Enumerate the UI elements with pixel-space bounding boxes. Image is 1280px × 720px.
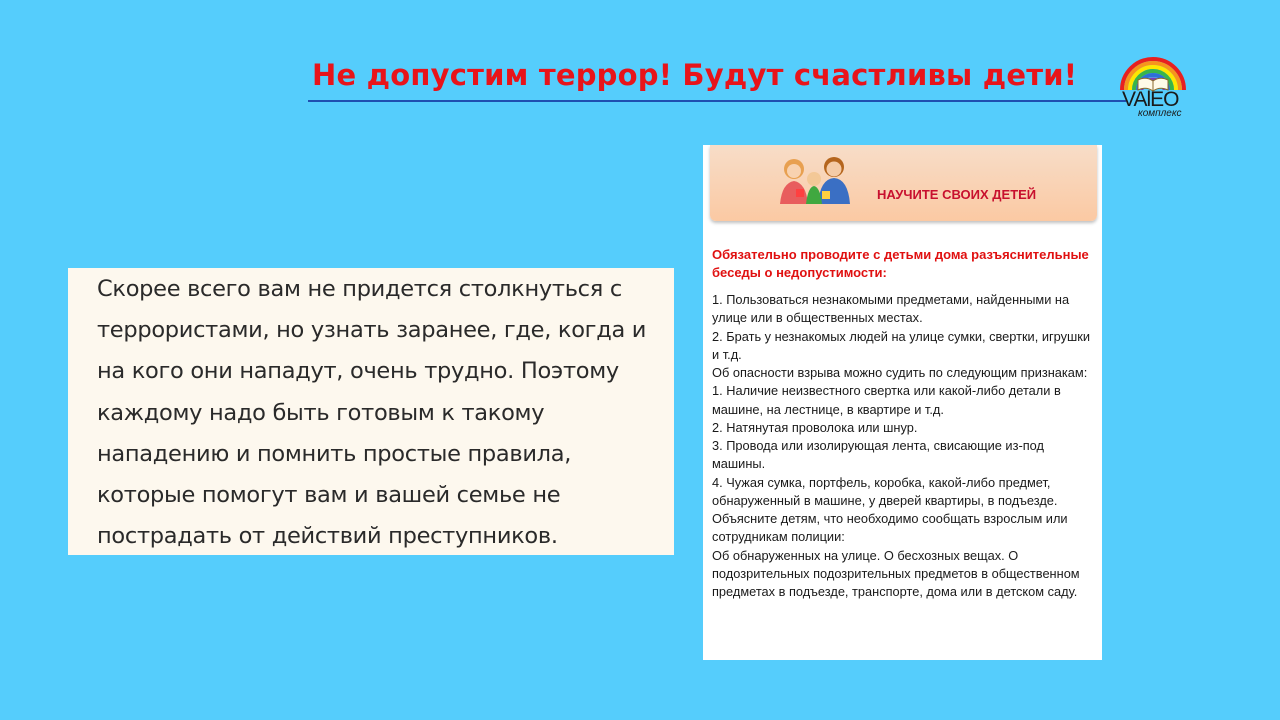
list-item: 1. Пользоваться незнакомыми предметами, найденными на улице или в общественных местах. — [712, 292, 1070, 326]
card-heading: Обязательно проводите с детьми дома разъяснительные беседы о недопустимости: — [712, 247, 1089, 280]
list-item: Об опасности взрыва можно судить по следующим признакам: — [712, 365, 1088, 380]
logo-subtitle: комплекс — [1138, 108, 1182, 119]
rules-banner — [710, 145, 1097, 221]
title-underline — [308, 100, 1126, 102]
rules-card — [703, 145, 1102, 660]
intro-panel — [68, 268, 674, 555]
list-item: 2. Брать у незнакомых людей на улице сумки, свертки, игрушки и т.д. — [712, 328, 1091, 362]
list-item: 4. Чужая сумка, портфель, коробка, какой-либо предмет, обнаруженный в машине, у дверей квартиры, в подъезде. — [712, 474, 1058, 508]
banner-title: НАУЧИТЕ СВОИХ ДЕТЕЙ — [877, 187, 1037, 202]
list-item: Объясните детям, что необходимо сообщать взрослым или сотрудникам полиции: — [712, 511, 1068, 545]
list-item: 2. Натянутая проволока или шнур. — [712, 419, 918, 435]
list-item: Об обнаруженных на улице. О бесхозных вещах. О подозрительных подозрительных предметов в общественном предметах в подъезде, транспорте, дома или в детском саду. — [712, 547, 1080, 599]
list-item: 3. Провода или изолирующая лента, свисающие из-под машины. — [712, 438, 1044, 472]
slide-title: Не допустим террор! Будут счастливы дети! — [312, 58, 1078, 92]
family-illustration-icon — [772, 149, 882, 207]
logo-wordmark: VAlЕО — [1122, 88, 1179, 111]
valeo-logo — [1116, 50, 1190, 122]
list-item: 1. Наличие неизвестного свертка или какой-либо детали в машине, на лестнице, в квартире и т.д. — [712, 383, 1061, 417]
intro-paragraph: Скорее всего вам не придется столкнуться с террористами, но узнать заранее, где, когда и на кого они нападут, очень трудно. Поэтому каждому надо быть готовым к такому нападению и помнить простые правила, которые помогут вам и вашей семье не пострадать от действий преступников. — [97, 276, 647, 550]
rules-list — [712, 291, 1100, 601]
